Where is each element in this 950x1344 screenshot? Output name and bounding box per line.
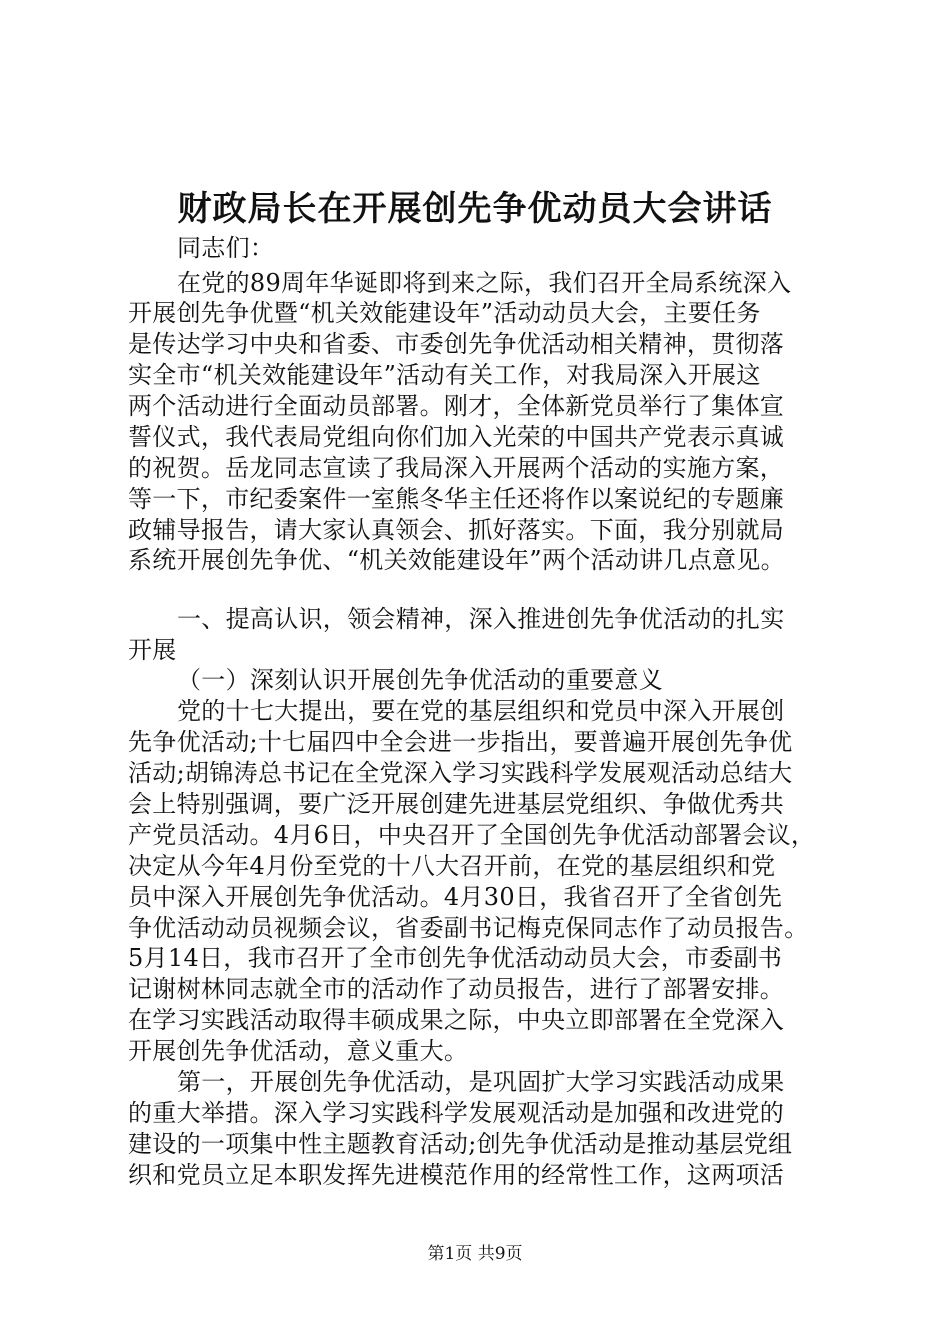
body-line: 实全市“机关效能建设年”活动有关工作，对我局深入开展这 <box>128 361 761 389</box>
body-line: 先争优活动;十七届四中全会进一步指出，要普遍开展创先争优 <box>128 728 793 756</box>
body-line: 争优活动动员视频会议，省委副书记梅克保同志作了动员报告。 <box>128 914 809 942</box>
body-line: 党的十七大提出，要在党的基层组织和党员中深入开展创 <box>177 697 785 725</box>
body-line: 两个活动进行全面动员部署。刚才，全体新党员举行了集体宣 <box>128 392 785 420</box>
body-line: 开展创先争优暨“机关效能建设年”活动动员大会，主要任务 <box>128 299 761 327</box>
body-line: 在党的89周年华诞即将到来之际，我们召开全局系统深入 <box>177 269 792 297</box>
body-line: 等一下，市纪委案件一室熊冬华主任还将作以案说纪的专题廉 <box>128 485 785 513</box>
section-heading: 一、提高认识，领会精神，深入推进创先争优活动的扎实 <box>177 605 785 633</box>
body-line: 产党员活动。4月6日，中央召开了全国创先争优活动部署会议， <box>128 821 816 849</box>
body-line: 开展创先争优活动，意义重大。 <box>128 1037 469 1065</box>
subsection-heading: （一）深刻认识开展创先争优活动的重要意义 <box>177 666 663 694</box>
body-line: 系统开展创先争优、“机关效能建设年”两个活动讲几点意见。 <box>128 546 785 574</box>
body-line: 活动;胡锦涛总书记在全党深入学习实践科学发展观活动总结大 <box>128 759 793 787</box>
body-line: 是传达学习中央和省委、市委创先争优活动相关精神，贯彻落 <box>128 330 785 358</box>
body-line: 决定从今年4月份至党的十八大召开前，在党的基层组织和党 <box>128 852 776 880</box>
page-number: 第1页 共9页 <box>427 1244 523 1264</box>
section-heading: 开展 <box>128 636 177 664</box>
body-line: 在学习实践活动取得丰硕成果之际，中央立即部署在全党深入 <box>128 1006 785 1034</box>
body-line: 誓仪式，我代表局党组向你们加入光荣的中国共产党表示真诚 <box>128 423 785 451</box>
body-line: 的重大举措。深入学习实践科学发展观活动是加强和改进党的 <box>128 1099 785 1127</box>
body-line: 的祝贺。岳龙同志宣读了我局深入开展两个活动的实施方案， <box>128 454 785 482</box>
body-line: 员中深入开展创先争优活动。4月30日，我省召开了全省创先 <box>128 883 783 911</box>
body-line: 记谢树林同志就全市的活动作了动员报告，进行了部署安排。 <box>128 975 785 1003</box>
document-title: 财政局长在开展创先争优动员大会讲话 <box>177 189 773 229</box>
body-line: 5月14日，我市召开了全市创先争优活动动员大会，市委副书 <box>128 944 783 972</box>
body-line: 会上特别强调，要广泛开展创建先进基层党组织、争做优秀共 <box>128 790 785 818</box>
body-line: 第一，开展创先争优活动，是巩固扩大学习实践活动成果 <box>177 1068 785 1096</box>
body-line: 政辅导报告，请大家认真领会、抓好落实。下面，我分别就局 <box>128 516 785 544</box>
salutation: 同志们： <box>177 234 275 262</box>
body-line: 织和党员立足本职发挥先进模范作用的经常性工作，这两项活 <box>128 1161 785 1189</box>
body-line: 建设的一项集中性主题教育活动;创先争优活动是推动基层党组 <box>128 1130 793 1158</box>
